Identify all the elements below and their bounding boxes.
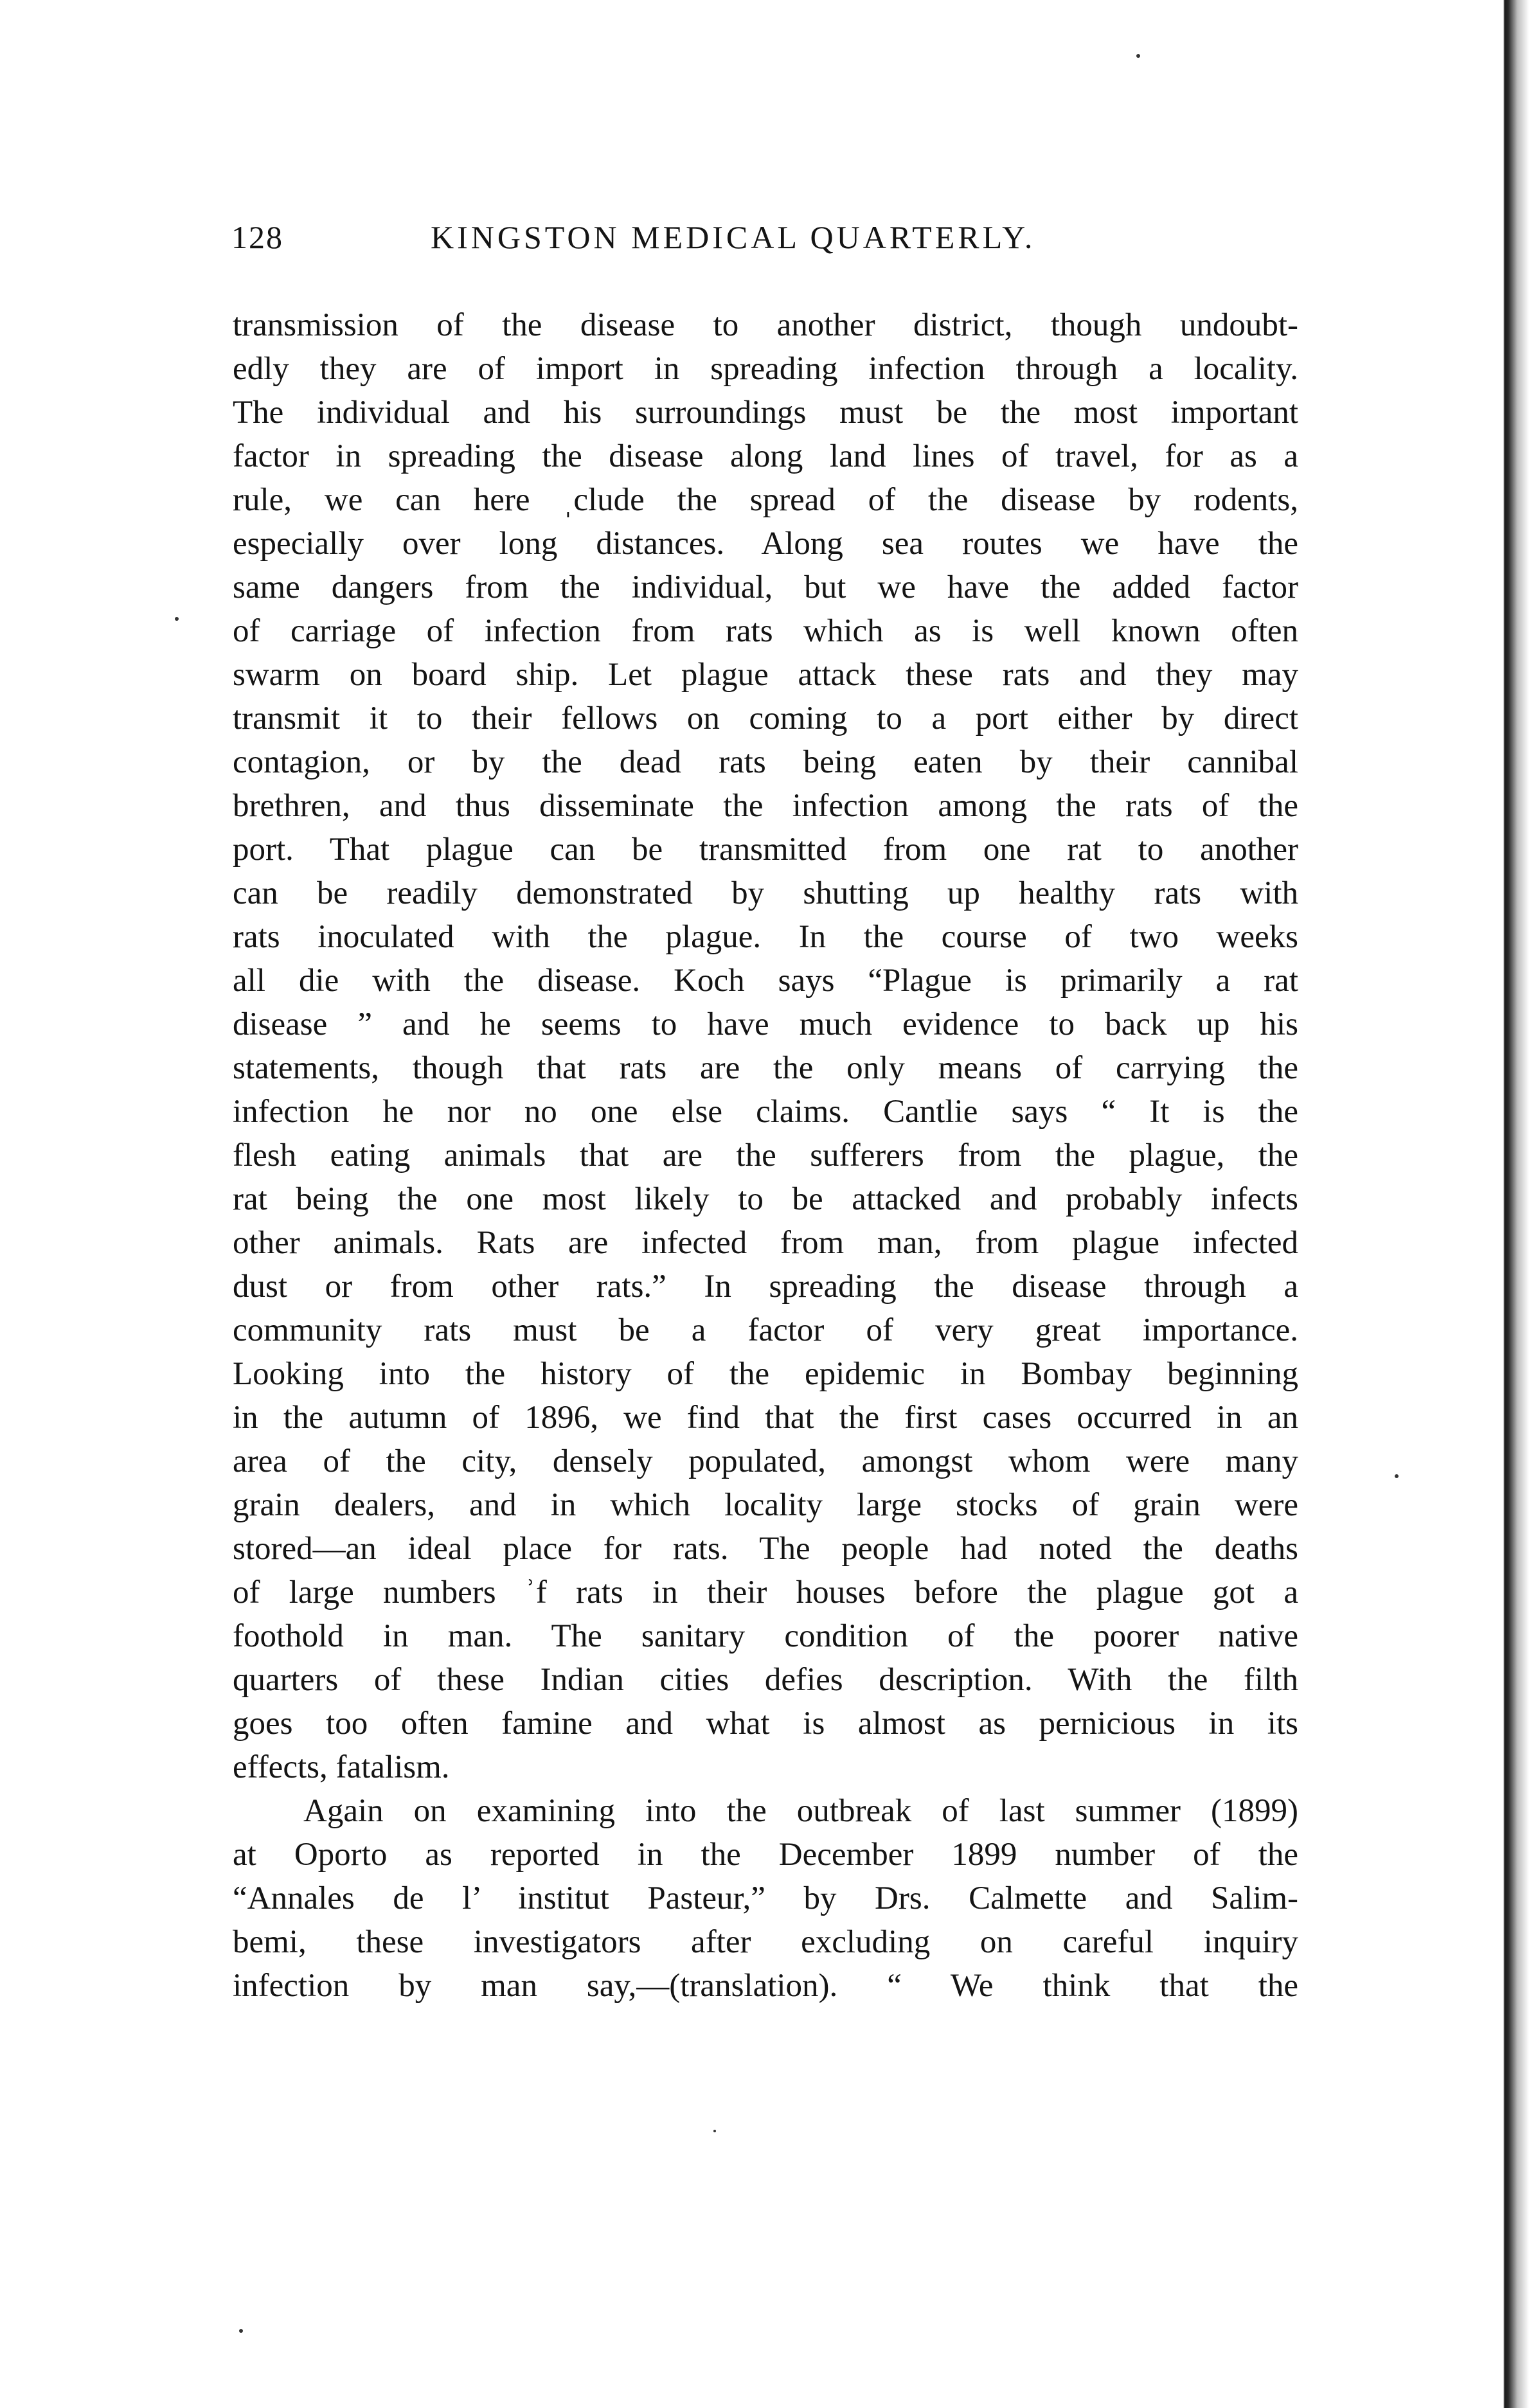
- print-speck: [175, 617, 179, 621]
- text-line: The individual and his surroundings must be the most important: [233, 395, 1298, 431]
- text-line: grain dealers, and in which locality large stocks of grain were: [233, 1487, 1298, 1523]
- text-line: brethren, and thus disseminate the infection among the rats of the: [233, 788, 1298, 824]
- text-line: edly they are of import in spreading infection through a locality.: [233, 351, 1298, 387]
- text-line: especially over long distances. Along sea routes we have the: [233, 526, 1298, 562]
- paragraph: [233, 303, 1298, 1789]
- text-line: rule, we can here ˌclude the spread of the disease by rodents,: [233, 482, 1298, 518]
- running-head: KINGSTON MEDICAL QUARTERLY.: [431, 219, 1036, 255]
- text-line: quarters of these Indian cities defies description. With the filth: [233, 1662, 1298, 1698]
- text-line: “Annales de l’ institut Pasteur,” by Drs. Calmette and Salim-: [233, 1880, 1298, 1916]
- text-line: effects, fatalism.: [233, 1749, 450, 1785]
- print-speck: [1395, 1474, 1399, 1478]
- print-speck: [239, 2329, 243, 2333]
- text-line: community rats must be a factor of very great importance.: [233, 1312, 1298, 1348]
- text-line: transmission of the disease to another district, though undoubt-: [233, 307, 1298, 343]
- text-line: of carriage of infection from rats which as is well known often: [233, 613, 1298, 649]
- text-line: flesh eating animals that are the sufferers from the plague, the: [233, 1137, 1298, 1173]
- text-line: same dangers from the individual, but we have the added factor: [233, 569, 1298, 605]
- text-line: stored—an ideal place for rats. The people had noted the deaths: [233, 1531, 1298, 1567]
- print-speck: [713, 2130, 716, 2132]
- text-line: of large numbers ʾf rats in their houses before the plague got a: [233, 1574, 1298, 1610]
- text-line: factor in spreading the disease along land lines of travel, for as a: [233, 438, 1298, 474]
- page-number: 128: [231, 219, 283, 255]
- text-line: contagion, or by the dead rats being eaten by their cannibal: [233, 744, 1298, 780]
- paragraph: [233, 1789, 1298, 2008]
- text-line: infection he nor no one else claims. Cantlie says “ It is the: [233, 1094, 1298, 1130]
- page-header: [231, 219, 1298, 270]
- text-line: disease ” and he seems to have much evidence to back up his: [233, 1006, 1298, 1042]
- text-line: bemi, these investigators after excluding on careful inquiry: [233, 1924, 1298, 1960]
- text-line: infection by man say,—(translation). “ We think that the: [233, 1968, 1298, 2004]
- binding-edge: [1487, 0, 1529, 2408]
- text-line: can be readily demonstrated by shutting up healthy rats with: [233, 875, 1298, 911]
- text-line: rat being the one most likely to be attacked and probably infects: [233, 1181, 1298, 1217]
- text-line: area of the city, densely populated, amongst whom were many: [233, 1443, 1298, 1479]
- body-text: [233, 303, 1298, 2008]
- text-line: other animals. Rats are infected from man, from plague infected: [233, 1225, 1298, 1261]
- text-line: foothold in man. The sanitary condition of the poorer native: [233, 1618, 1298, 1654]
- text-line: dust or from other rats.” In spreading the disease through a: [233, 1269, 1298, 1305]
- text-line: statements, though that rats are the only means of carrying the: [233, 1050, 1298, 1086]
- text-line: at Oporto as reported in the December 1899 number of the: [233, 1837, 1298, 1873]
- print-speck: [1136, 54, 1140, 58]
- text-line: Again on examining into the outbreak of last summer (1899): [303, 1793, 1298, 1829]
- text-line: in the autumn of 1896, we find that the first cases occurred in an: [233, 1400, 1298, 1436]
- text-line: Looking into the history of the epidemic in Bombay beginning: [233, 1356, 1298, 1392]
- text-line: swarm on board ship. Let plague attack these rats and they may: [233, 657, 1298, 693]
- text-line: all die with the disease. Koch says “Plague is primarily a rat: [233, 963, 1298, 999]
- text-line: port. That plague can be transmitted from one rat to another: [233, 832, 1298, 868]
- text-line: goes too often famine and what is almost as pernicious in its: [233, 1706, 1298, 1742]
- text-line: rats inoculated with the plague. In the course of two weeks: [233, 919, 1298, 955]
- text-line: transmit it to their fellows on coming to a port either by direct: [233, 700, 1298, 736]
